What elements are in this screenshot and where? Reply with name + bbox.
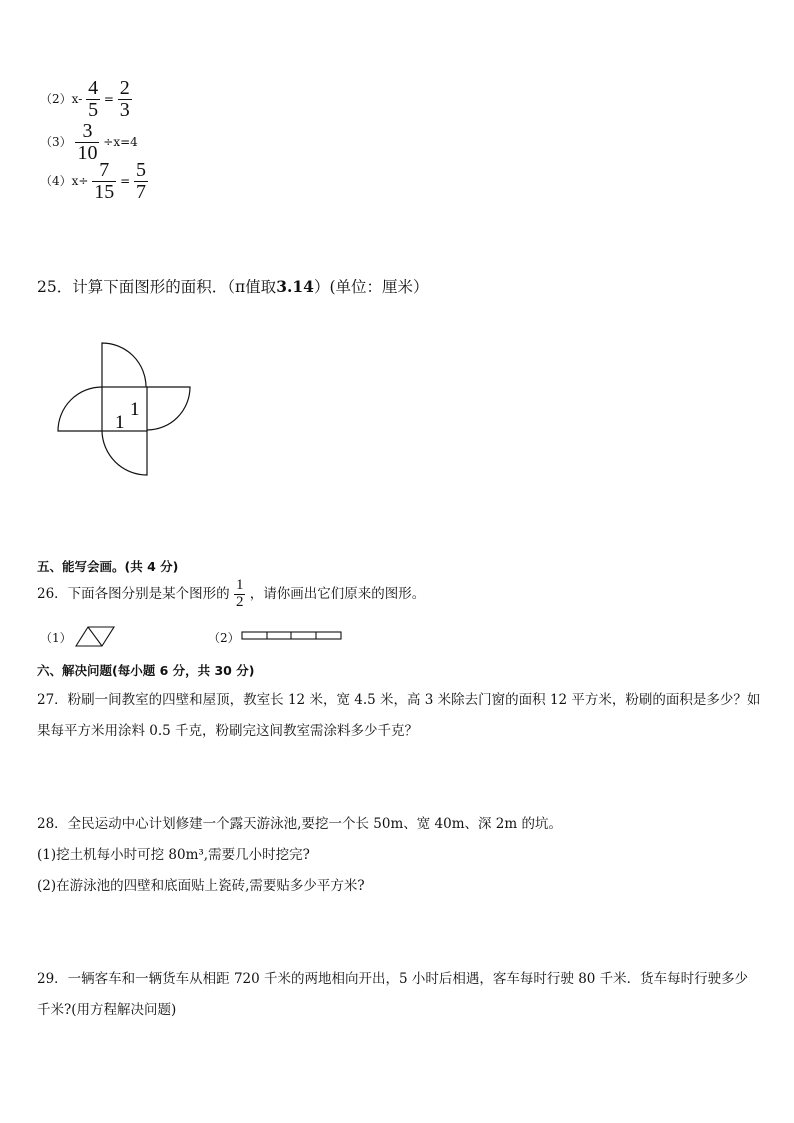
- pinwheel-figure: [50, 338, 200, 488]
- fraction: $\frac{5}{7}$: [136, 159, 147, 203]
- question-28-line-2: (1)挖土机每小时可挖 80m³,需要几小时挖完?: [37, 847, 310, 863]
- label-side-b: 1: [115, 412, 125, 433]
- equation-4: （4）x÷ $\frac{7}{15}$ = $\frac{5}{7}$: [40, 159, 147, 203]
- bottom-blade: [102, 431, 147, 475]
- center-square: [102, 387, 147, 431]
- q26-item-1-label: （1）: [40, 631, 72, 645]
- question-25: 25．计算下面图形的面积．（π值取3.14）(单位：厘米）: [37, 277, 429, 296]
- question-28-line-1: 28．全民运动中心计划修建一个露天游泳池,要挖一个长 50m、宽 40m、深 2m 的坑。: [37, 816, 562, 832]
- fraction-half: $\frac{1}{2}$: [235, 577, 244, 610]
- section-6-title: 六、解决问题(每小题 6 分，共 30 分): [37, 663, 255, 678]
- fraction: $\frac{3}{10}$: [77, 120, 98, 164]
- fraction: $\frac{2}{3}$: [119, 77, 130, 121]
- section-5-title: 五、能写会画。(共 4 分): [37, 559, 179, 574]
- fraction: $\frac{4}{5}$: [88, 77, 99, 121]
- label-side-a: 1: [130, 399, 140, 420]
- left-blade: [58, 387, 102, 431]
- half-shape-parallelogram: [74, 625, 120, 649]
- question-26: 26．下面各图分别是某个图形的 $\frac{1}{2}$ ，请你画出它们原来的图形。: [37, 577, 426, 610]
- question-29-line-2: 千米?(用方程解决问题): [37, 1002, 177, 1018]
- equation-2: （2）x- $\frac{4}{5}$ = $\frac{2}{3}$: [40, 77, 130, 121]
- equation-3: （3） $\frac{3}{10}$ ÷x=4: [40, 120, 138, 164]
- q26-item-2-label: （2）: [208, 631, 240, 645]
- question-29-line-1: 29．一辆客车和一辆货车从相距 720 千米的两地相向开出，5 小时后相遇，客车每时行驶 80 千米．货车每时行驶多少: [37, 971, 749, 987]
- right-blade: [147, 387, 190, 430]
- question-27-line-2: 果每平方米用涂料 0.5 千克，粉刷完这间教室需涂料多少千克？: [37, 723, 419, 739]
- fraction: $\frac{7}{15}$: [94, 159, 115, 203]
- question-28-line-3: (2)在游泳池的四壁和底面贴上瓷砖,需要贴多少平方米?: [37, 878, 365, 894]
- half-shape-strip: [241, 630, 343, 642]
- question-27-line-1: 27．粉刷一间教室的四壁和屋顶，教室长 12 米，宽 4.5 米，高 3 米除去门窗的面积 12 平方米，粉刷的面积是多少？如: [37, 692, 761, 708]
- top-blade: [102, 343, 146, 387]
